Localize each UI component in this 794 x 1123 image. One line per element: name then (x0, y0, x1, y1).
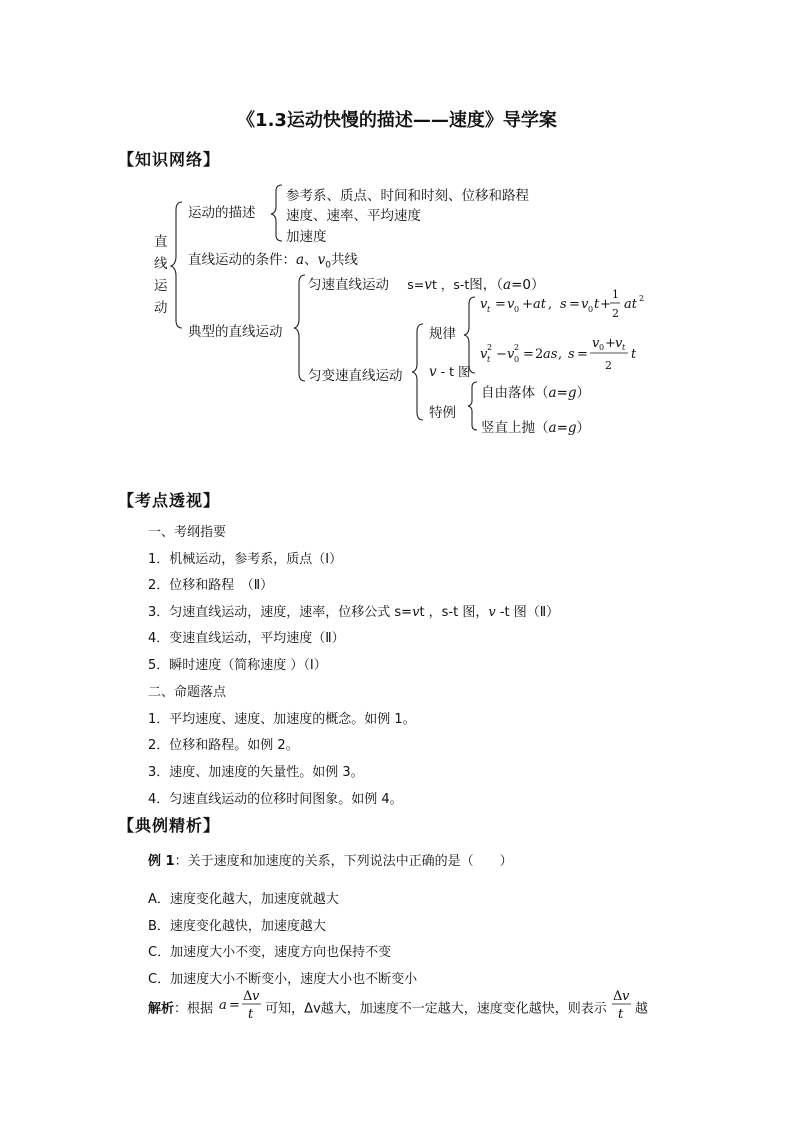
analysis-line (148, 989, 648, 1021)
svg-text:1: 1 (612, 288, 619, 301)
svg-text:=: = (569, 297, 580, 312)
rule-label: 规律 (429, 326, 456, 342)
motion-description: 运动的描述 (188, 205, 256, 221)
condition-a: a (296, 252, 305, 268)
condition-label: 直线运动的条件： (188, 252, 296, 268)
condition-line (188, 248, 358, 271)
svg-text:+: + (522, 297, 533, 312)
svg-text:,: , (548, 297, 553, 312)
svg-text:0: 0 (514, 305, 520, 314)
svg-text:=: = (229, 998, 241, 1013)
points-item-1: 1．平均速度、速度、加速度的概念。如例 1。 (148, 712, 416, 727)
option-c: C．加速度大小不变，速度方向也保持不变 (148, 945, 392, 960)
section-examples: 【典例精析】 (118, 816, 221, 835)
condition-sub: 0 (325, 260, 331, 271)
uniform-label: 匀速直线运动 (308, 277, 389, 293)
svg-text:v: v (252, 989, 260, 1004)
uniform-formula-v: v (424, 277, 432, 293)
free-fall (481, 381, 590, 401)
accelerated-motion: 匀变速直线运动 (308, 368, 403, 384)
uniform-st-tail: 图，（ (469, 277, 503, 293)
vertical-throw (481, 416, 590, 436)
example-1-question (148, 850, 513, 869)
vertical-tail: ） (576, 420, 591, 436)
svg-text:a: a (219, 998, 227, 1013)
outline-item-2: 2．位移和路程 （Ⅱ） (148, 578, 274, 593)
typical-brace (293, 273, 307, 383)
svg-text:v: v (507, 297, 515, 312)
uniform-formula-pre: s= (407, 277, 425, 292)
svg-text:2: 2 (639, 294, 645, 303)
section-knowledge-network: 【知识网络】 (118, 150, 221, 169)
svg-text:+: + (605, 336, 616, 351)
vt-tail: - t 图 (436, 364, 471, 379)
svg-text:Δ: Δ (612, 989, 623, 1004)
svg-text:s: s (560, 297, 567, 312)
points-item-2: 2．位移和路程。如例 2。 (148, 738, 299, 753)
free-fall-tail: ） (576, 385, 591, 401)
free-fall-eq: = (556, 385, 568, 401)
motion-desc-brace (270, 183, 284, 243)
option-a: A．速度变化越大，加速度就越大 (148, 892, 339, 907)
vertical-a: a (548, 420, 557, 436)
option-b: B．速度变化越快，加速度越大 (148, 919, 326, 934)
analysis-label: 解析 (148, 1001, 175, 1017)
svg-text:t: t (487, 355, 491, 364)
points-item-4: 4．匀速直线运动的位移时间图象。如例 4。 (148, 792, 403, 807)
uniform-st: s-t (453, 277, 470, 292)
outline-item-3 (148, 601, 559, 620)
network-root-char-1: 直 (154, 234, 168, 250)
formula-velocity-square (478, 334, 668, 376)
outline-item-1: 1．机械运动，参考系，质点（Ⅰ） (148, 552, 343, 567)
svg-text:v: v (621, 989, 630, 1004)
svg-text:2: 2 (514, 343, 520, 352)
svg-text:v: v (480, 297, 488, 312)
vt-graph-label (429, 362, 470, 380)
free-fall-pre: 自由落体（ (481, 385, 549, 401)
svg-text:at: at (624, 297, 637, 312)
option-d: C．加速度大小不断变小，速度大小也不断变小 (148, 972, 418, 987)
uniform-a-tail: =0） (511, 277, 545, 293)
free-fall-g: g (567, 385, 577, 401)
outline-item-3-v2: v (488, 605, 496, 620)
svg-text:0: 0 (514, 355, 520, 364)
main-brace (170, 200, 184, 330)
outline-item-3-pre: 3．匀速直线运动，速度，速率，位移公式 s= (148, 605, 413, 620)
svg-text:=: = (523, 347, 534, 362)
section-exam-points: 【考点透视】 (118, 491, 221, 510)
svg-text:2: 2 (487, 343, 493, 352)
svg-text:,: , (558, 347, 563, 362)
svg-text:v: v (592, 336, 600, 351)
svg-text:2: 2 (535, 347, 544, 362)
formula-velocity-displacement (478, 284, 668, 324)
special-label: 特例 (429, 405, 456, 421)
vt-v: v (429, 364, 437, 380)
outline-item-3-v: v (412, 605, 420, 620)
motion-desc-item-1: 参考系、质点、时间和时刻、位移和路程 (286, 188, 529, 204)
example-1-text: ：关于速度和加速度的关系，下列说法中正确的是（ ） (174, 854, 513, 869)
svg-text:as: as (543, 347, 558, 362)
svg-text:0: 0 (599, 343, 605, 352)
fraction-a-dv-dt (217, 989, 265, 1021)
vertical-eq: = (556, 420, 568, 436)
svg-text:0: 0 (588, 305, 594, 314)
svg-text:s: s (568, 347, 575, 362)
svg-text:Δ: Δ (243, 989, 253, 1004)
network-root-char-4: 动 (154, 300, 168, 316)
svg-text:t: t (594, 297, 600, 312)
points-heading: 二、命题落点 (148, 685, 227, 700)
outline-item-5: 5．瞬时速度（简称速度 ）（Ⅰ） (148, 658, 327, 673)
accel-brace (411, 322, 425, 422)
fraction-dv-dt (611, 989, 635, 1021)
outline-heading: 一、考纲指要 (148, 525, 227, 540)
free-fall-a: a (548, 385, 557, 401)
points-item-3: 3．速度、加速度的矢量性。如例 3。 (148, 765, 364, 780)
analysis-pre: ：根据 (174, 1001, 214, 1017)
svg-text:+: + (600, 297, 611, 312)
page-title: 《1.3运动快慢的描述——速度》导学案 (237, 110, 557, 131)
condition-sep: 、 (304, 252, 318, 268)
typical-motion: 典型的直线运动 (188, 324, 283, 340)
outline-item-3-mid: t ，s-t 图， (419, 605, 489, 620)
svg-text:v: v (480, 347, 488, 362)
analysis-tail: 越 (634, 1001, 648, 1017)
analysis-mid: 可知，Δv越大，加速度不一定越大，速度变化越快，则表示 (265, 1001, 607, 1017)
svg-text:t: t (248, 1007, 254, 1021)
svg-text:v: v (507, 347, 515, 362)
svg-text:=: = (495, 297, 506, 312)
motion-desc-item-2: 速度、速率、平均速度 (286, 208, 421, 224)
svg-text:t: t (622, 343, 626, 352)
svg-text:v: v (615, 336, 623, 351)
outline-item-4: 4．变速直线运动，平均速度（Ⅱ） (148, 631, 345, 646)
network-root-char-3: 运 (154, 278, 168, 294)
vertical-g: g (567, 420, 577, 436)
uniform-formula-t: t ， (431, 277, 454, 292)
condition-v: v (317, 252, 326, 268)
svg-text:2: 2 (612, 307, 619, 320)
uniform-a: a (503, 277, 512, 293)
svg-text:t: t (487, 305, 491, 314)
svg-text:t: t (631, 347, 637, 362)
network-root-char-2: 线 (154, 256, 168, 272)
svg-text:−: − (496, 347, 507, 362)
svg-text:2: 2 (605, 359, 612, 372)
motion-desc-item-3: 加速度 (286, 229, 327, 245)
condition-tail: 共线 (330, 252, 358, 268)
svg-text:v: v (581, 297, 589, 312)
outline-item-3-tail: -t 图（Ⅱ） (495, 605, 560, 620)
svg-text:t: t (617, 1007, 624, 1021)
example-1-label: 例 1 (148, 854, 175, 869)
special-brace (467, 380, 479, 432)
svg-text:=: = (577, 347, 588, 362)
vertical-pre: 竖直上抛（ (481, 420, 549, 436)
svg-text:at: at (533, 297, 546, 312)
